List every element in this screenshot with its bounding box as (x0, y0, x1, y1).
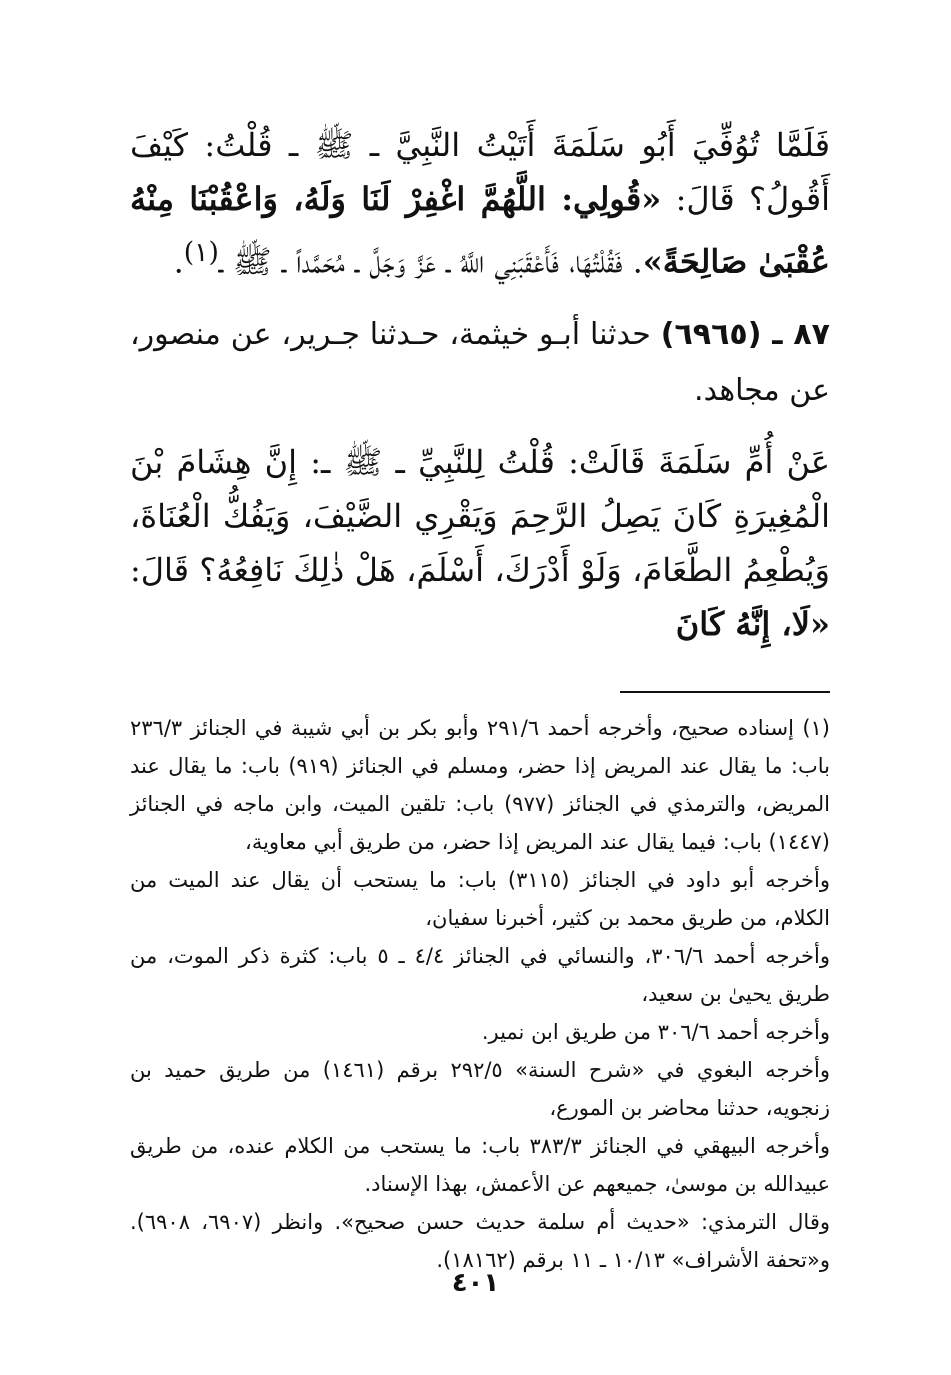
hadith-87-number: ٨٧ ـ (٦٩٦٥) (660, 316, 830, 352)
hadith-87-chain: حدثنا أبـو خيثمة، حـدثنا جـرير، عن منصور، عن مجاهد. (130, 316, 830, 408)
hadith-87-isnad (130, 307, 830, 419)
footnote-paragraph: وأخرجه البغوي في «شرح السنة» ٢٩٢/٥ برقم (١٤٦١) من طريق حميد بن زنجويه، حدثنا محاضر بن المورع، (130, 1057, 830, 1120)
footnote-paragraph: وقال الترمذي: «حديث أم سلمة حديث حسن صحيح». وانظر (٦٩٠٧، ٦٩٠٨). و«تحفة الأشراف» ١٠/١٣ ـ ١١ برقم (١٨١٦٢). (130, 1209, 831, 1272)
footnote-paragraph: وأخرجه أبو داود في الجنائز (٣١١٥) باب: ما يستحب أن يقال عند الميت من الكلام، من طريق محمد بن كثير، أخبرنا سفيان، (130, 867, 830, 930)
footnote-paragraph: وأخرجه البيهقي في الجنائز ٣٨٣/٣ باب: ما يستحب من الكلام عنده، من طريق عبيدالله بن موسىٰ، جميعهم عن الأعمش، بهذا الإسناد. (130, 1133, 830, 1196)
page-number: ٤٠١ (451, 1268, 500, 1298)
hadith-86-text-end: . (173, 242, 184, 281)
footnotes (130, 709, 830, 1279)
footnote-paragraph: (١) إسناده صحيح، وأخرجه أحمد ٢٩١/٦ وأبو بكر بن أبي شيبة في الجنائز ٢٣٦/٣ باب: ما يقال عند المريض إذا حضر، ومسلم في الجنائز (٩١٩) باب: ما يقال عند المريض، والترمذي في الجنائز (٩٧٧) باب: تلقين الميت، وابن ماجه في الجنائز (١٤٤٧) باب: فيما يقال عند المريض إذا حضر، من طريق أبي معاوية، (130, 715, 830, 854)
hadith-87-text-1: عَنْ أُمِّ سَلَمَةَ قَالَتْ: قُلْتُ لِلنَّبِيِّ ـ ﷺ ـ: إِنَّ هِشَامَ بْنَ الْمُغِيرَةِ كَانَ يَصِلُ الرَّحِمَ وَيَقْرِي الضَّيْفَ، وَيَفُكُّ الْعُنَاةَ، وَيُطْعِمُ الطَّعَامَ، وَلَوْ أَدْرَكَ، أَسْلَمَ، هَلْ ذٰلِكَ نَافِعُهُ؟ قَالَ: (130, 442, 830, 589)
hadith-87-prophet-quote: «لَا، إِنَّهُ كَانَ (675, 604, 830, 643)
hadith-86-ending (130, 118, 830, 289)
footnote-paragraph: وأخرجه أحمد ٣٠٦/٦ من طريق ابن نمير. (481, 1019, 830, 1044)
hadith-87-text (130, 435, 830, 651)
hadith-86-text-1: فَلَمَّا تُوُفِّيَ أَبُو سَلَمَةَ أَتَيْتُ النَّبِيَّ ـ ﷺ ـ قُلْتُ: كَيْفَ أَقُولُ؟ قَالَ: (130, 126, 831, 218)
book-page (130, 118, 830, 1338)
hadith-86-prophet-quote: «قُولِي: اللَّهُمَّ اغْفِرْ لَنَا وَلَهُ، وَاعْقُبْنَا مِنْهُ عُقْبَىٰ صَالِحَةً» (130, 180, 830, 281)
footnote-divider (620, 691, 830, 693)
footnote-paragraph: وأخرجه أحمد ٣٠٦/٦، والنسائي في الجنائز ٤/٤ ـ ٥ باب: كثرة ذكر الموت، من طريق يحيىٰ بن سعيد، (130, 943, 831, 1006)
footnote-ref-1: (١) (183, 237, 219, 268)
main-text (130, 118, 830, 651)
hadith-86-text-2: . فَقُلْتُهَا، فَأَعْقَبَنِي اللَّهُ ـ عَزَّ وَجَلَّ ـ مُحَمَّداً ـ ﷺ ـ (218, 242, 643, 281)
